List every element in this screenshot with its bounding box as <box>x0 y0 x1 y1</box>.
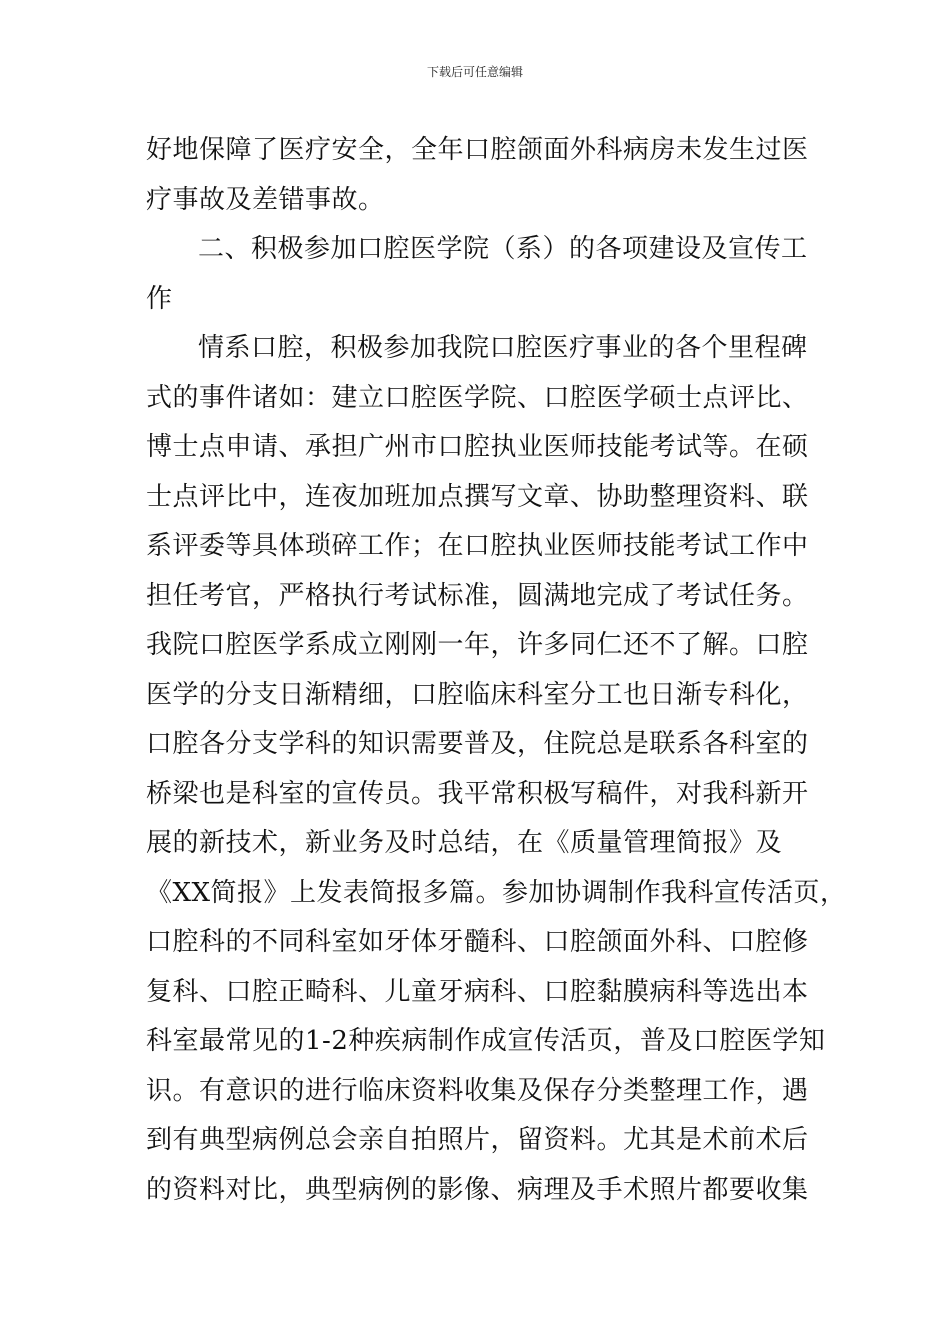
text-line: 《XX简报》上发表简报多篇。参加协调制作我科宣传活页， <box>146 877 847 908</box>
text-line: 的资料对比，典型病例的影像、病理及手术照片都要收集 <box>146 1174 809 1205</box>
text-line: 好地保障了医疗安全，全年口腔颌面外科病房未发生过医 <box>146 135 809 165</box>
section-heading-line: 作 <box>146 283 173 314</box>
text-line: 口腔各分支学科的知识需要普及，住院总是联系各科室的 <box>146 729 809 759</box>
document-body <box>146 126 847 1215</box>
text-line: 博士点申请、承担广州市口腔执业医师技能考试等。在硕 <box>146 432 809 462</box>
text-line: 我院口腔医学系成立刚刚一年，许多同仁还不了解。口腔 <box>146 630 809 660</box>
text-line: 疗事故及差错事故。 <box>146 184 385 215</box>
text-line: 式的事件诸如：建立口腔医学院、口腔医学硕士点评比、 <box>146 382 809 413</box>
text-line: 桥梁也是科室的宣传员。我平常积极写稿件，对我科新开 <box>146 778 809 809</box>
section-heading-line: 二、积极参加口腔医学院（系）的各项建设及宣传工 <box>198 234 808 264</box>
text-line: 担任考官，严格执行考试标准，圆满地完成了考试任务。 <box>146 580 809 611</box>
text-line: 到有典型病例总会亲自拍照片，留资料。尤其是术前术后 <box>146 1125 809 1155</box>
text-line: 系评委等具体琐碎工作；在口腔执业医师技能考试工作中 <box>146 531 809 561</box>
page-header: 下载后可任意编辑 <box>426 65 523 79</box>
text-line: 识。有意识的进行临床资料收集及保存分类整理工作，遇 <box>146 1075 809 1106</box>
text-line: 医学的分支日渐精细，口腔临床科室分工也日渐专科化， <box>146 679 809 710</box>
text-line: 士点评比中，连夜加班加点撰写文章、协助整理资料、联 <box>146 481 809 512</box>
paragraph-start-line: 情系口腔，积极参加我院口腔医疗事业的各个里程碑 <box>198 333 808 363</box>
text-line: 展的新技术，新业务及时总结，在《质量管理简报》及 <box>146 828 783 858</box>
text-line: 科室最常见的1-2种疾病制作成宣传活页，普及口腔医学知 <box>146 1026 826 1056</box>
text-line: 复科、口腔正畸科、儿童牙病科、口腔黏膜病科等选出本 <box>146 976 809 1007</box>
text-line: 口腔科的不同科室如牙体牙髓科、口腔颌面外科、口腔修 <box>146 927 809 957</box>
